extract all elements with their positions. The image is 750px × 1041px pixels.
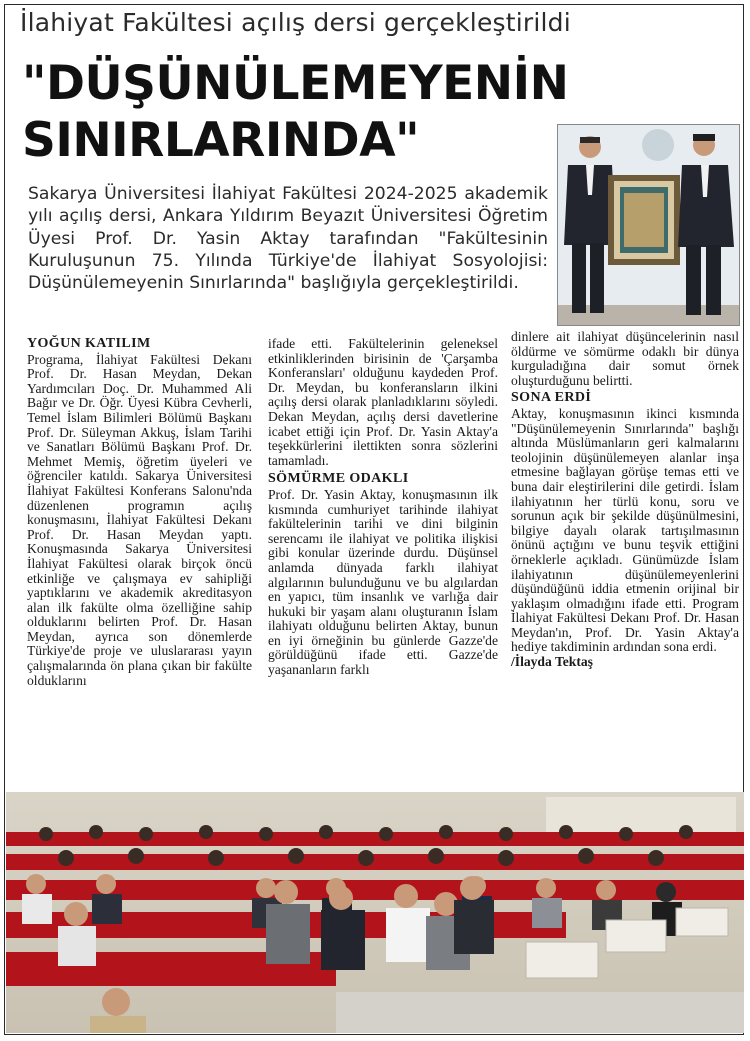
subheading-yogun-katilim: YOĞUN KATILIM — [27, 336, 151, 351]
column-1-text: Programa, İlahiyat Fakültesi Dekanı Prof. Dr. Hasan Meydan, Dekan Yardımcıları Doç. Dr. Muhammed Ali Bağır ve Dr. Öğr. Üyesi Kübra Cevherli, Temel İslam Bilimleri Bölümü Başkanı Prof. Dr. Süleyman Akkuş, İslam Tarihi ve Sanatları Bölümü Başkanı Prof. Dr. Mehmet Memiş, öğretim üyeleri ve öğrenciler katıldı. Sakarya Üniversitesi İlahiyat Fakültesi Konferans Salonu'nda düzenlenen programın açılış konuşmasını, İlahiyat Fakültesi Dekanı Prof. Dr. Hasan Meydan yaptı. Konuşmasında Sakarya Üniversitesi İlahiyat Fakültesi olarak birçok öncü etkinliğe ve çalışmaya ev sahipliği yaptıklarını ve akademik akreditasyon alan ilk fakülte olma özelliğine sahip olduklarını belirten Prof. Dr. Hasan Meydan, ayrıca son dönemlerde Türkiye'de proje ve uluslararası yayın çalışmalarında ön plana çıkan bir fakülte olduklarını — [27, 351, 252, 688]
subheading-sona-erdi: SONA ERDİ — [511, 390, 592, 406]
column-3-text-1: dinlere ait ilahiyat düşüncelerinin nasıl öldürme ve sömürme odaklı bir dünya kurguladığına dair somut örnek oluşturduğunu belirtti. — [511, 329, 739, 388]
subheading-somurme-odakli: SÖMÜRME ODAKLI — [268, 471, 409, 487]
lead-paragraph: Sakarya Üniversitesi İlahiyat Fakültesi 2024-2025 akademik yılı açılış dersi, Ankara Yıldırım Beyazıt Üniversitesi Öğretim Üyesi Prof. Dr. Yasin Aktay tarafından "Fakültesinin Kuruluşunun 75. Yılında Türkiye'de İlahiyat Sosyolojisi: Düşünülemeyenin Sınırlarında" başlığıyla gerçekleştirildi. — [28, 184, 548, 294]
headline-line-2: SINIRLARINDA" — [22, 112, 420, 168]
award-photo — [557, 124, 740, 326]
audience-photo — [6, 792, 744, 1033]
column-3 — [511, 330, 739, 670]
column-1 — [27, 337, 252, 688]
headline-line-1: "DÜŞÜNÜLEMEYENİN — [22, 56, 569, 111]
column-2-text-1: ifade etti. Fakültelerinin geleneksel etkinliklerinden birisinin de 'Çarşamba Konferansları' olduğunu kaydeden Prof. Dr. Meydan, bu konferansların ilkini açılış dersi olarak planladıklarını söyledi. Dekan Meydan, açılış dersi davetlerine icabet ettiği için Prof. Dr. Yasin Aktay'a teşekkürlerini ilettikten sonra sözlerini tamamladı. — [268, 336, 498, 468]
author-signature: /İlayda Tektaş — [511, 654, 593, 670]
column-2-text-2: Prof. Dr. Yasin Aktay, konuşmasının ilk kısmında cumhuriyet tarihinde ilahiyat fakültelerinin tarihi ve dini bilginin serencamı ile ilahiyat ve politika ilişkisi gibi konular üzerinde durdu. Düşünsel anlamda dünyada farklı ilahiyat algılarının bulunduğunu ve bu algılardan en yapıcı, tüm insanlık ve varlığa dair hukuki bir yaşam alanı oluşturanın İslam ilahiyatı olduğunu belirten Aktay, bunun en iyi örneğinin bu günlerde Gazze'de görüldüğünü ifade etti. Gazze'de yaşananların farklı — [268, 486, 498, 678]
headline — [22, 56, 569, 170]
column-3-text-2: Aktay, konuşmasının ikinci kısmında "Düşünülemeyenin Sınırlarında" başlığı altında Müslümanların geri kalmalarını teolojinin düşünülemeyen alanlar inşa etmesine bağlayan görüşe temas etti ve buna dair eleştirilerini dile getirdi. İslam ilahiyatının her türlü konu, soru ve sorunun açık bir şekilde düşünülmesini, bilgiye dayalı olarak tartışılmasının önünü açtığını ve bunu teşvik ettiğini örneklerle açıkladı. Günümüzde İslam ilahiyatının düşünülemeyenlerini düşündüğünü iddia etmenin orijinal bir yaklaşım olmadığını ifade etti. Program İlahiyat Fakültesi Dekanı Prof. Dr. Hasan Meydan'ın, Prof. Dr. Yasin Aktay'a hediye takdiminin ardından sona erdi. — [511, 405, 739, 655]
audience-photo-illustration — [6, 792, 744, 1033]
kicker-title: İlahiyat Fakültesi açılış dersi gerçekleştirildi — [20, 8, 571, 37]
award-photo-illustration — [558, 125, 740, 326]
column-2 — [268, 337, 498, 678]
